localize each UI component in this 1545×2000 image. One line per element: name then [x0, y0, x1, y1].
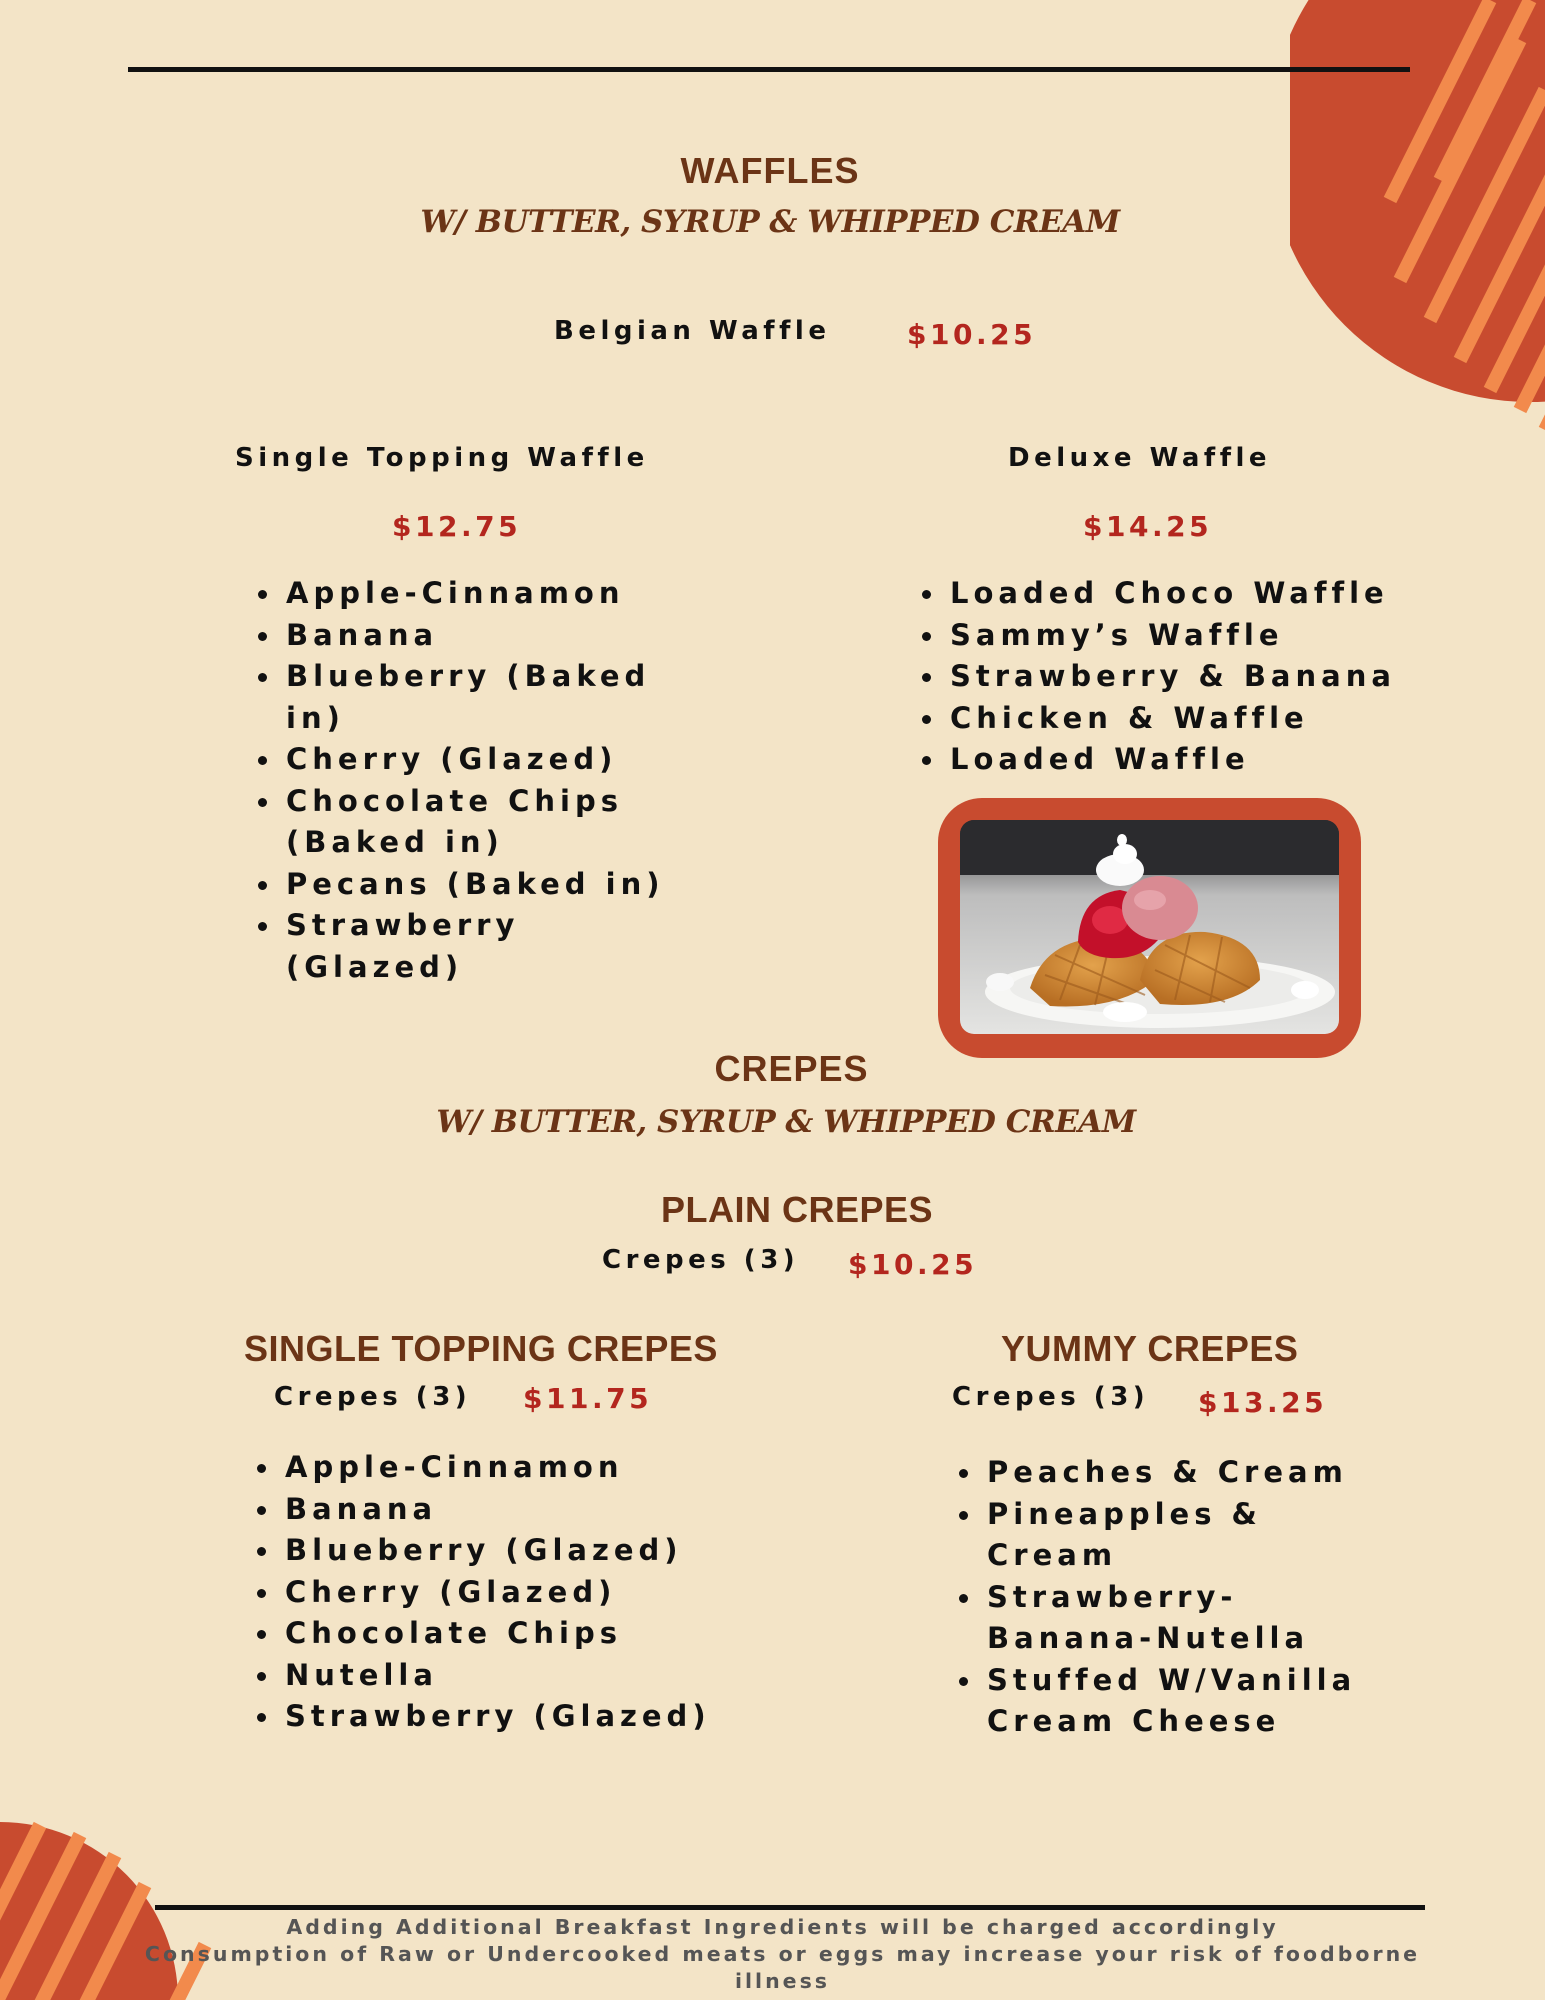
list-item: Chicken & Waffle [918, 698, 1438, 740]
list-item: Strawberry-Banana-Nutella [955, 1577, 1395, 1660]
list-item: Pineapples & Cream [955, 1494, 1395, 1577]
list-item: Chocolate Chips (Baked in) [254, 781, 694, 864]
list-item: Strawberry (Glazed) [254, 905, 694, 988]
list-item: Apple-Cinnamon [254, 573, 694, 615]
waffle-photo-frame [938, 798, 1361, 1058]
list-item: Banana [253, 1489, 733, 1531]
list-item: Cherry (Glazed) [254, 739, 694, 781]
list-item: Pecans (Baked in) [254, 864, 694, 906]
plain-crepes-title: PLAIN CREPES [661, 1189, 934, 1230]
single-topping-waffle-list [254, 573, 694, 988]
single-topping-crepes-list [253, 1447, 733, 1738]
waffles-subtitle: W/ BUTTER, SYRUP & WHIPPED CREAM [420, 204, 1120, 240]
yummy-crepes-list [955, 1452, 1395, 1743]
footer-note-ingredients: Adding Additional Breakfast Ingredients will be charged accordingly [286, 1915, 1279, 1939]
yummy-crepes-price: $13.25 [1198, 1386, 1328, 1419]
waffles-title: WAFFLES [680, 150, 860, 191]
list-item: Strawberry & Banana [918, 656, 1438, 698]
deluxe-waffle-name: Deluxe Waffle [1008, 443, 1272, 473]
plain-crepes-price: $10.25 [848, 1248, 978, 1281]
waffle-photo [960, 820, 1339, 1034]
list-item: Loaded Waffle [918, 739, 1438, 781]
top-divider [128, 67, 1410, 72]
single-topping-waffle-price: $12.75 [392, 510, 522, 543]
crepes-subtitle: W/ BUTTER, SYRUP & WHIPPED CREAM [436, 1104, 1136, 1140]
single-topping-crepes-title: SINGLE TOPPING CREPES [244, 1328, 718, 1369]
list-item: Sammy’s Waffle [918, 615, 1438, 657]
deluxe-waffle-price: $14.25 [1083, 510, 1213, 543]
bottom-divider [155, 1905, 1425, 1910]
list-item: Peaches & Cream [955, 1452, 1395, 1494]
list-item: Blueberry (Glazed) [253, 1530, 733, 1572]
single-topping-crepes-price: $11.75 [523, 1382, 653, 1415]
deluxe-waffle-list [918, 573, 1438, 781]
list-item: Cherry (Glazed) [253, 1572, 733, 1614]
belgian-waffle-price: $10.25 [907, 318, 1037, 351]
list-item: Apple-Cinnamon [253, 1447, 733, 1489]
list-item: Chocolate Chips [253, 1613, 733, 1655]
footer-note-consumption: Consumption of Raw or Undercooked meats or eggs may increase your risk of foodborne [144, 1942, 1421, 1966]
plain-crepes-name: Crepes (3) [602, 1245, 800, 1275]
list-item: Strawberry (Glazed) [253, 1696, 733, 1738]
list-item: Loaded Choco Waffle [918, 573, 1438, 615]
yummy-crepes-name: Crepes (3) [952, 1382, 1150, 1412]
single-topping-waffle-name: Single Topping Waffle [235, 443, 649, 473]
footer-note-illness: illness [735, 1969, 830, 1993]
list-item: Stuffed W/Vanilla Cream Cheese [955, 1660, 1395, 1743]
yummy-crepes-title: YUMMY CREPES [1001, 1328, 1299, 1369]
single-topping-crepes-name: Crepes (3) [274, 1382, 472, 1412]
list-item: Blueberry (Baked in) [254, 656, 694, 739]
belgian-waffle-name: Belgian Waffle [554, 316, 831, 346]
list-item: Banana [254, 615, 694, 657]
list-item: Nutella [253, 1655, 733, 1697]
crepes-title: CREPES [714, 1048, 869, 1089]
